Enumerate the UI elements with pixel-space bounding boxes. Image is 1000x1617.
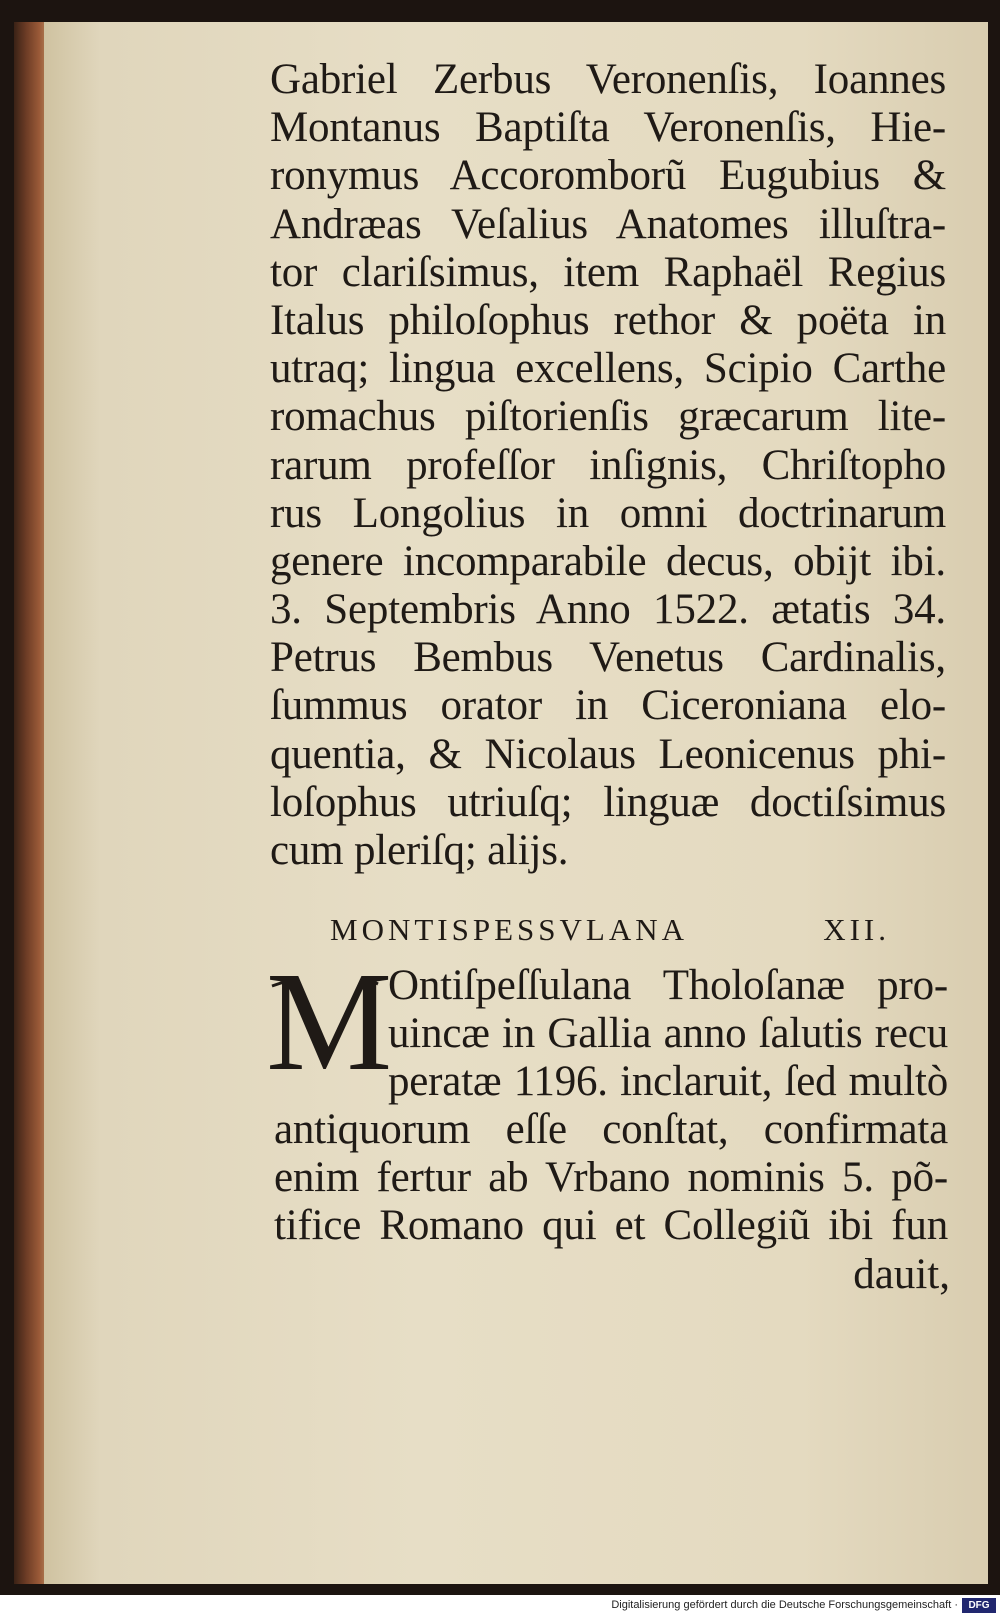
text-line: ſummus orator in Ciceroniana elo-	[270, 682, 946, 730]
text-line: genere incomparabile decus, obijt ibi.	[270, 537, 946, 585]
text-line: romachus piſtorienſis græcarum lite-	[270, 393, 946, 441]
section-number: XII.	[823, 912, 890, 947]
catchword: dauit,	[853, 1251, 950, 1298]
text-line: tifice Romano qui et Collegiũ ibi fun	[274, 1202, 948, 1250]
dfg-logo: DFG	[962, 1598, 996, 1613]
paragraph-2-indented	[388, 962, 948, 1107]
paragraph-2	[274, 1106, 948, 1251]
text-line: uincæ in Gallia anno ſalutis recu	[388, 1010, 948, 1058]
text-line: 3. Septembris Anno 1522. ætatis 34.	[270, 586, 946, 634]
drop-cap: M	[266, 942, 393, 1100]
section-title: MONTISPESSVLANA	[330, 912, 688, 947]
text-line: quentia, & Nicolaus Leonicenus phi-	[270, 730, 946, 778]
text-line: cum pleriſq; alijs.	[270, 827, 569, 874]
text-line: rarum profeſſor inſignis, Chriſtopho	[270, 441, 946, 489]
funding-credit: Digitalisierung gefördert durch die Deutsche Forschungsgemeinschaft ·	[611, 1599, 958, 1611]
text-line: Gabriel Zerbus Veronenſis, Ioannes	[270, 56, 946, 103]
text-line: rus Longolius in omni doctrinarum	[270, 489, 946, 537]
text-line: antiquorum eſſe conſtat, confirmata	[274, 1106, 948, 1153]
footer-bar	[0, 1595, 1000, 1617]
text-line: enim fertur ab Vrbano nominis 5. põ-	[274, 1154, 948, 1202]
text-line: Italus philoſophus rethor & poëta in	[270, 296, 946, 344]
text-line: Andræas Veſalius Anatomes illuſtra-	[270, 200, 946, 248]
section-heading	[330, 912, 890, 948]
text-line: peratæ 1196. inclaruit, ſed multò	[388, 1058, 948, 1106]
text-line: utraq; lingua excellens, Scipio Carthe	[270, 345, 946, 393]
text-line: Petrus Bembus Venetus Cardinalis,	[270, 634, 946, 682]
text-line: Ontiſpeſſulana Tholoſanæ pro-	[388, 962, 948, 1009]
text-line: loſophus utriuſq; linguæ doctiſsimus	[270, 778, 946, 826]
text-line: tor clariſsimus, item Raphaël Regius	[270, 248, 946, 296]
text-line: ronymus Accoromborũ Eugubius &	[270, 152, 946, 200]
text-line: Montanus Baptiſta Veronenſis, Hie-	[270, 104, 946, 152]
paragraph-1	[270, 56, 946, 875]
